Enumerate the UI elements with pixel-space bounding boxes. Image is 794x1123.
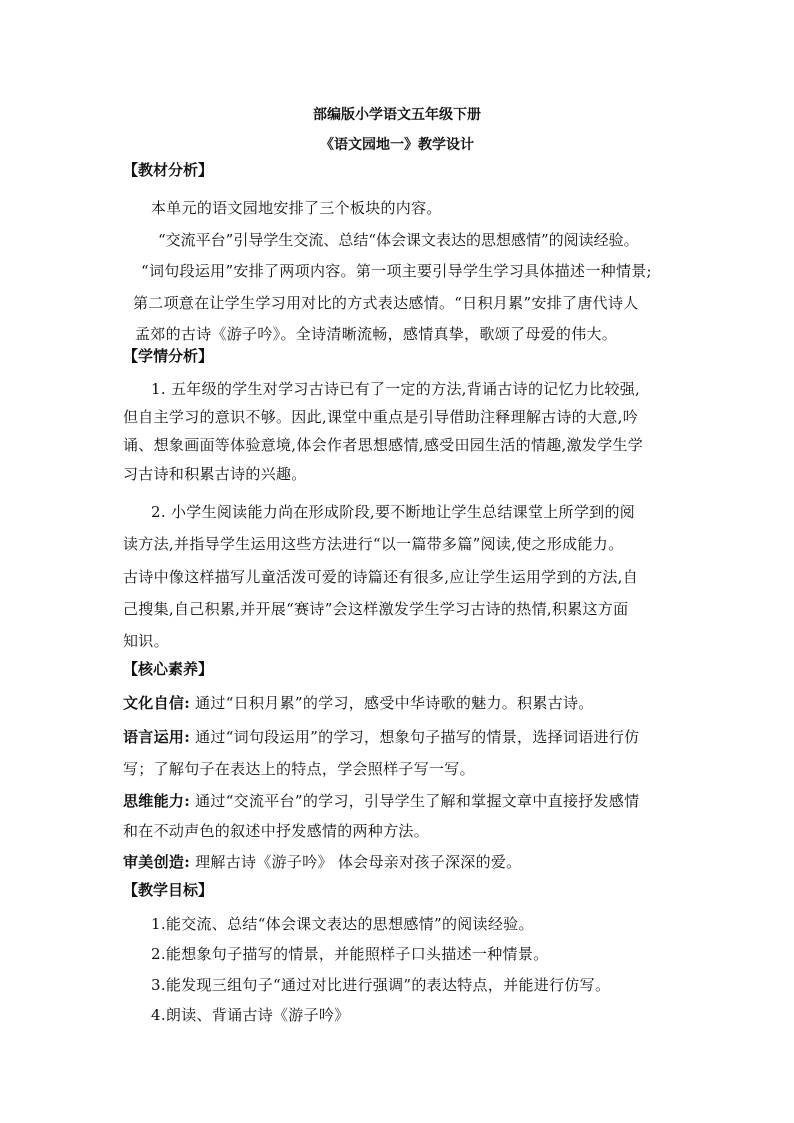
- paragraph-line: “交流平台”引导学生交流、总结“体会课文表达的思想感情”的阅读经验。: [158, 231, 639, 249]
- section-heading-student-analysis: 【学情分析】: [123, 347, 214, 365]
- paragraph-line: 孟郊的古诗《游子吟》。全诗清晰流畅，感情真挚，歌颂了母爱的伟大。: [135, 325, 618, 343]
- section-heading-textbook-analysis: 【教材分析】: [123, 161, 214, 179]
- literacy-item-aesthetic: [123, 851, 522, 872]
- literacy-item-language-cont: 写；了解句子在表达上的特点，学会照样子写一写。: [123, 760, 475, 778]
- goal-item: 2.能想象句子描写的情景，并能照样子口头描述一种情景。: [151, 945, 549, 963]
- paragraph-line: 但自主学习的意识不够。因此,课堂中重点是引导借助注释理解古诗的大意,吟: [123, 408, 639, 426]
- goal-item: 1.能交流、总结“体会课文表达的思想感情”的阅读经验。: [151, 915, 534, 933]
- paragraph-line: 知识。: [123, 632, 169, 650]
- paragraph-line: “词句段运用”安排了两项内容。第一项主要引导学生学习具体描述一种情景;: [141, 262, 652, 280]
- paragraph-line: 古诗中像这样描写儿童活泼可爱的诗篇还有很多,应让学生运用学到的方法,自: [123, 568, 639, 586]
- item-text: 通过“词句段运用”的学习，想象句子描写的情景，选择词语进行仿: [190, 728, 640, 746]
- item-label: 语言运用:: [123, 728, 191, 746]
- literacy-item-language: [123, 726, 639, 747]
- goal-item: 4.朗读、背诵古诗《游子吟》: [151, 1006, 350, 1024]
- literacy-item-thinking-cont: 和在不动声色的叙述中抒发感情的两种方法。: [123, 822, 430, 840]
- literacy-item-thinking: [123, 790, 639, 811]
- paragraph-line: 2. 小学生阅读能力尚在形成阶段,要不断地让学生总结课堂上所学到的阅: [151, 503, 636, 521]
- paragraph-line: 习古诗和积累古诗的兴趣。: [123, 465, 307, 483]
- paragraph-line: 第二项意在让学生学习用对比的方式表达感情。“日积月累”安排了唐代诗人: [133, 294, 639, 312]
- goal-item: 3.能发现三组句子“通过对比进行强调”的表达特点，并能进行仿写。: [151, 976, 611, 994]
- literacy-item-culture: [123, 692, 594, 713]
- section-heading-core-literacy: 【核心素养】: [123, 660, 214, 678]
- paragraph-line: 本单元的语文园地安排了三个板块的内容。: [151, 199, 442, 217]
- item-text: 理解古诗《游子吟》 体会母亲对孩子深深的爱。: [190, 853, 522, 871]
- item-label: 文化自信:: [123, 694, 191, 712]
- item-label: 思维能力:: [123, 792, 191, 810]
- document-subtitle: 《语文园地一》教学设计: [320, 137, 474, 153]
- paragraph-line: 读方法,并指导学生运用这些方法进行“以一篇带多篇”阅读,使之形成能力。: [123, 535, 624, 553]
- paragraph-line: 1. 五年级的学生对学习古诗已有了一定的方法,背诵古诗的记忆力比较强,: [151, 380, 641, 398]
- item-text: 通过“日积月累”的学习，感受中华诗歌的魅力。积累古诗。: [190, 694, 594, 712]
- paragraph-line: 己搜集,自己积累,并开展“赛诗”会这样激发学生学习古诗的热情,积累这方面: [123, 600, 629, 618]
- paragraph-line: 诵、想象画面等体验意境,体会作者思想感情,感受田园生活的情趣,激发学生学: [123, 436, 644, 454]
- item-label: 审美创造:: [123, 853, 191, 871]
- item-text: 通过“交流平台”的学习，引导学生了解和掌握文章中直接抒发感情: [190, 792, 640, 810]
- document-title: 部编版小学语文五年级下册: [313, 107, 481, 123]
- section-heading-teaching-goals: 【教学目标】: [123, 881, 214, 899]
